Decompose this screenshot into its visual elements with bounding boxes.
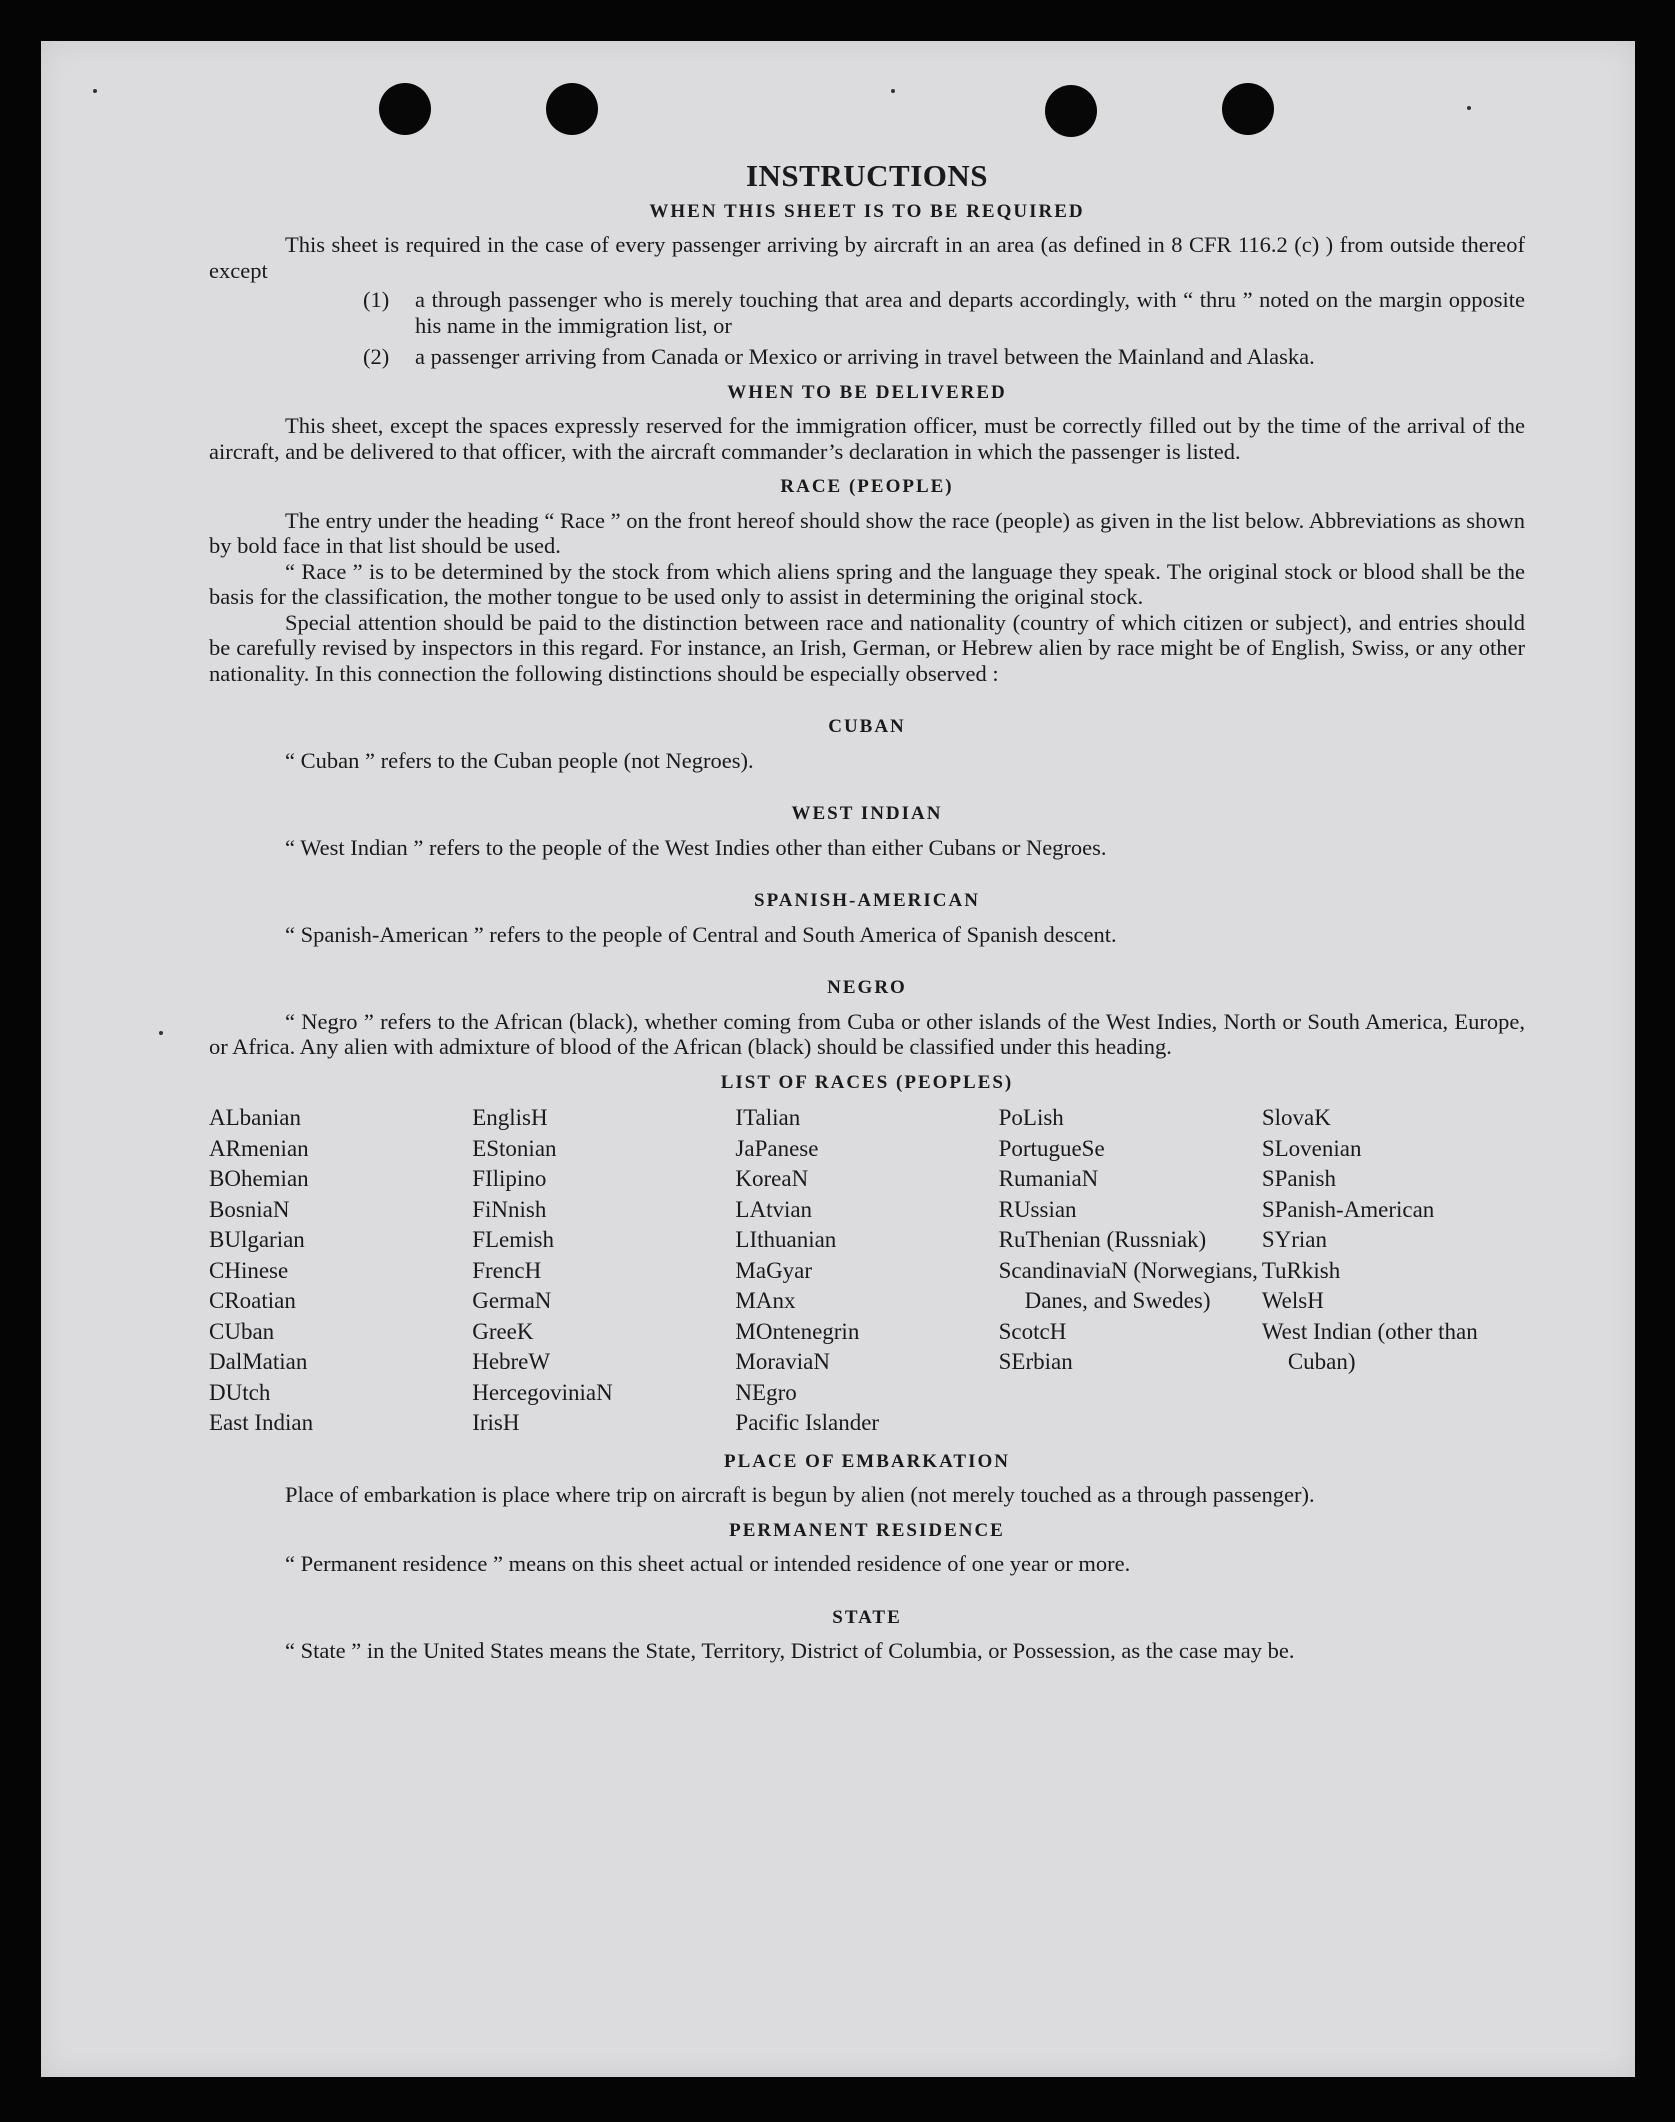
- race-entry: Pacific Islander: [735, 1410, 880, 1435]
- section-heading-spanish-american: SPANISH-AMERICAN: [754, 890, 980, 911]
- race-entry: East Indian: [209, 1410, 314, 1435]
- section-heading-required: WHEN THIS SHEET IS TO BE REQUIRED: [649, 200, 1085, 222]
- punch-hole: [546, 83, 598, 135]
- race-entry: HercegoviniaN: [472, 1379, 613, 1405]
- race-entry: ScotcH: [998, 1318, 1067, 1344]
- race-column: [1262, 1103, 1525, 1439]
- race-entry: BOhemian: [209, 1166, 309, 1191]
- race-entry: CUban: [209, 1318, 275, 1344]
- delivered-text: This sheet, except the spaces expressly reserved for the immigration officer, must be correctly filled out by the time of the arrival of the aircraft, and be delivered to that officer, with the aircraft commander’s declaration in which the passenger is listed.: [209, 413, 1525, 464]
- race-entry: GermaN: [472, 1288, 552, 1313]
- race-column: [999, 1103, 1262, 1439]
- race-entry: EnglisH: [472, 1105, 548, 1130]
- race-entry: ALbanian: [209, 1105, 301, 1130]
- race-entry: EStonian: [472, 1135, 557, 1161]
- race-entry: West Indian (other than Cuban): [1261, 1318, 1478, 1374]
- race-entry: SYrian: [1261, 1227, 1327, 1252]
- race-entry: LIthuanian: [735, 1227, 837, 1252]
- race-entry: RuThenian (Russniak): [998, 1227, 1207, 1252]
- race-column: [735, 1103, 998, 1439]
- race-entry: FIlipino: [472, 1166, 547, 1191]
- race-entry: FiNnish: [472, 1196, 547, 1222]
- section-heading-residence: PERMANENT RESIDENCE: [729, 1519, 1005, 1541]
- race-column: [209, 1103, 472, 1439]
- section-heading-state: STATE: [832, 1606, 902, 1628]
- race-entry: ITalian: [735, 1105, 801, 1130]
- speck: [891, 89, 895, 93]
- section-heading-race: RACE (PEOPLE): [780, 476, 954, 497]
- race-entry: IrisH: [472, 1410, 520, 1435]
- item-text: a passenger arriving from Canada or Mexico or arriving in travel between the Mainland and Alaska.: [415, 344, 1315, 369]
- race-entry: NEgro: [735, 1379, 797, 1405]
- section-heading-race-list: LIST OF RACES (PEOPLES): [720, 1071, 1014, 1093]
- embarkation-text: Place of embarkation is place where trip on aircraft is begun by alien (not merely touched as a through passenger).: [285, 1482, 1315, 1507]
- race-entry: KoreaN: [735, 1166, 809, 1191]
- punch-hole: [379, 83, 431, 135]
- race-entry: MAnx: [735, 1288, 796, 1313]
- race-entry: PoLish: [998, 1105, 1064, 1130]
- race-entry: MoraviaN: [735, 1349, 830, 1374]
- race-entry: BUlgarian: [209, 1227, 305, 1252]
- residence-text: “ Permanent residence ” means on this sheet actual or intended residence of one year or more.: [285, 1551, 1131, 1576]
- race-paragraph: “ Race ” is to be determined by the stock from which aliens spring and the language they speak. The original stock or blood shall be the basis for the classification, the mother tongue to be used only to assist in determining the original stock.: [209, 558, 1525, 609]
- race-entry: SPanish-American: [1261, 1196, 1435, 1222]
- exception-list: [209, 287, 1525, 370]
- race-entry: HebreW: [472, 1349, 551, 1374]
- section-heading-west-indian: WEST INDIAN: [791, 803, 943, 824]
- item-number: (1): [363, 287, 390, 312]
- race-entry: LAtvian: [735, 1196, 813, 1222]
- race-list: [209, 1103, 1525, 1439]
- instructions-content: [209, 158, 1525, 1664]
- race-entry: CHinese: [209, 1257, 289, 1283]
- race-entry: SlovaK: [1261, 1105, 1331, 1130]
- race-entry: FLemish: [472, 1227, 554, 1252]
- race-entry: RUssian: [998, 1196, 1077, 1222]
- document-page: [41, 41, 1635, 2077]
- race-entry: SLovenian: [1261, 1135, 1362, 1161]
- cuban-text: “ Cuban ” refers to the Cuban people (not Negroes).: [285, 747, 754, 773]
- punch-hole: [1222, 83, 1274, 135]
- speck: [93, 89, 97, 93]
- race-paragraph: The entry under the heading “ Race ” on the front hereof should show the race (people) as given in the list below. Abbreviations as shown by bold face in that list should be used.: [209, 507, 1525, 558]
- race-entry: TuRkish: [1261, 1257, 1341, 1283]
- race-entry: ScandinaviaN (Norwegians, Danes, and Swedes): [998, 1257, 1258, 1313]
- west-indian-text: “ West Indian ” refers to the people of the West Indies other than either Cubans or Negroes.: [285, 834, 1107, 860]
- section-heading-embarkation: PLACE OF EMBARKATION: [724, 1450, 1010, 1472]
- race-entry: MOntenegrin: [735, 1318, 860, 1344]
- exception-item: [209, 344, 1525, 370]
- race-entry: BosniaN: [209, 1196, 290, 1222]
- race-entry: CRoatian: [209, 1288, 296, 1313]
- race-entry: DUtch: [209, 1379, 271, 1405]
- punch-hole: [1045, 85, 1097, 137]
- section-heading-cuban: CUBAN: [828, 716, 906, 737]
- race-entry: SErbian: [998, 1349, 1073, 1374]
- race-entry: ARmenian: [209, 1135, 309, 1161]
- race-column: [472, 1103, 735, 1439]
- race-entry: GreeK: [472, 1318, 534, 1344]
- exception-item: [209, 287, 1525, 338]
- page-title: INSTRUCTIONS: [745, 158, 988, 193]
- race-entry: FrencH: [472, 1257, 542, 1283]
- section-heading-delivered: WHEN TO BE DELIVERED: [727, 381, 1007, 403]
- negro-text: “ Negro ” refers to the African (black), whether coming from Cuba or other islands of the West Indies, North or South America, Europe, or Africa. Any alien with admixture of blood of the African (black) should be classified under this heading.: [209, 1008, 1525, 1059]
- race-entry: SPanish: [1261, 1166, 1336, 1191]
- speck: [159, 1031, 163, 1035]
- item-text: a through passenger who is merely touching that area and departs accordingly, with “ thru ” noted on the margin opposite his name in the immigration list, or: [415, 287, 1525, 338]
- race-entry: RumaniaN: [998, 1166, 1099, 1191]
- race-paragraph: Special attention should be paid to the distinction between race and nationality (country of which citizen or subject), and entries should be carefully revised by inspectors in this regard. For instance, an Irish, German, or Hebrew alien by race might be of English, Swiss, or any other nationality. In this connection the following distinctions should be especially observed :: [209, 609, 1525, 686]
- required-intro: This sheet is required in the case of every passenger arriving by aircraft in an area (as defined in 8 CFR 116.2 (c) ) from outside thereof except: [209, 232, 1525, 283]
- state-text: “ State ” in the United States means the State, Territory, District of Columbia, or Possession, as the case may be.: [285, 1638, 1295, 1663]
- spanish-american-text: “ Spanish-American ” refers to the people of Central and South America of Spanish descent.: [285, 921, 1117, 947]
- item-number: (2): [363, 344, 390, 369]
- section-heading-negro: NEGRO: [827, 977, 907, 998]
- race-entry: JaPanese: [735, 1135, 819, 1161]
- race-entry: WelsH: [1261, 1288, 1324, 1313]
- race-entry: PortugueSe: [998, 1135, 1105, 1161]
- race-entry: DalMatian: [209, 1349, 308, 1374]
- speck: [1467, 106, 1471, 110]
- race-entry: MaGyar: [735, 1257, 813, 1283]
